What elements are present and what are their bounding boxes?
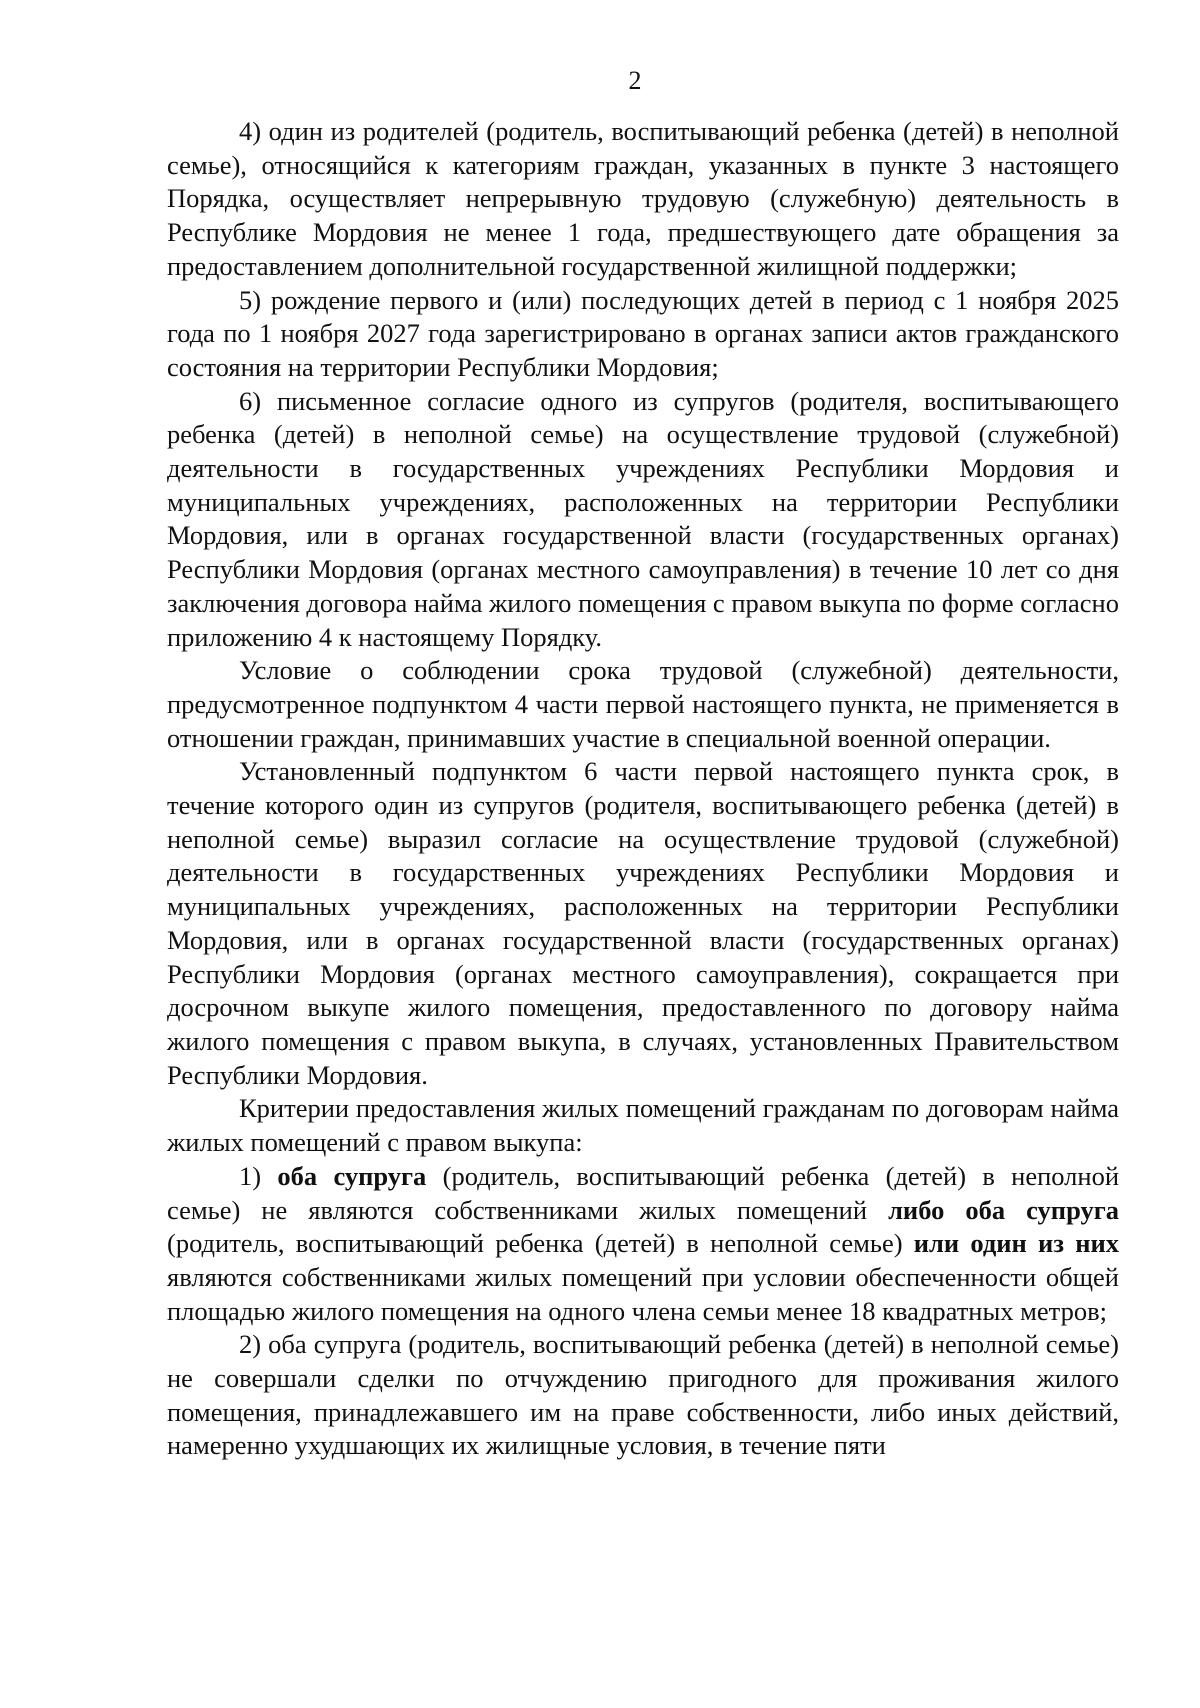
paragraph-criterion-2: 2) оба супруга (родитель, воспитывающий ребенка (детей) в неполной семье) не совершали сделки по отчуждению пригодного для проживания жилого помещения, принадлежавшего им на праве собственности, либо иных действий, намеренно ухудшающих их жилищные условия, в течение пяти [167, 1329, 1119, 1461]
criterion-1-text-part: (родитель, воспитывающий ребенка (детей) в неполной семье) не являются собственниками жилых помещений [167, 1160, 1120, 1225]
emphasis-or-both-spouses: либо оба супруга [888, 1194, 1119, 1225]
paragraph-service-term-condition: Условие о соблюдении срока трудовой (служебной) деятельности, предусмотренное подпунктом 4 части первой настоящего пункта, не применяется в отношении граждан, принимавших участие в специальной военной операции. [167, 655, 1119, 753]
page-number: 2 [628, 66, 642, 95]
paragraph-criteria-intro: Критерии предоставления жилых помещений гражданам по договорам найма жилых помещений с правом выкупа: [167, 1093, 1119, 1158]
criterion-1-number: 1) [239, 1160, 278, 1191]
paragraph-item-6: 6) письменное согласие одного из супругов (родителя, воспитывающего ребенка (детей) в неполной семье) на осуществление трудовой (служебной) деятельности в государственных учреждениях Республики Мордовия и муниципальных учреждениях, расположенных на территории Республики Мордовия, или в органах государственной власти (государственных органах) Республики Мордовия (органах местного самоуправления) в течение 10 лет со дня заключения договора найма жилого помещения с правом выкупа по форме согласно приложению 4 к настоящему Порядку. [167, 385, 1119, 652]
emphasis-or-one-of-them: или один из них [913, 1228, 1119, 1259]
criterion-1-text-part: являются собственниками жилых помещений при условии обеспеченности общей площадью жилого помещения на одного члена семьи менее 18 квадратных метров; [167, 1261, 1119, 1326]
paragraph-criterion-1 [167, 1160, 1119, 1329]
criterion-1-text-part: (родитель, воспитывающий ребенка (детей) в неполной семье) [167, 1228, 914, 1259]
paragraph-term-reduction: Установленный подпунктом 6 части первой настоящего пункта срок, в течение которого один из супругов (родителя, воспитывающего ребенка (детей) в неполной семье) выразил согласие на осуществление трудовой (служебной) деятельности в государственных учреждениях Республики Мордовия и муниципальных учреждениях, расположенных на территории Республики Мордовия, или в органах государственной власти (государственных органах) Республики Мордовия (органах местного самоуправления), сокращается при досрочном выкупе жилого помещения, предоставленного по договору найма жилого помещения с правом выкупа, в случаях, установленных Правительством Республики Мордовия. [167, 756, 1119, 1090]
paragraph-item-4: 4) один из родителей (родитель, воспитывающий ребенка (детей) в неполной семье), относящийся к категориям граждан, указанных в пункте 3 настоящего Порядка, осуществляет непрерывную трудовую (служебную) деятельность в Республике Мордовия не менее 1 года, предшествующего дате обращения за предоставлением дополнительной государственной жилищной поддержки; [167, 116, 1119, 281]
document-body [167, 115, 1119, 1463]
emphasis-both-spouses: оба супруга [277, 1160, 427, 1191]
paragraph-item-5: 5) рождение первого и (или) последующих детей в период с 1 ноября 2025 года по 1 ноября 2027 года зарегистрировано в органах записи актов гражданского состояния на территории Республики Мордовия; [167, 284, 1119, 382]
